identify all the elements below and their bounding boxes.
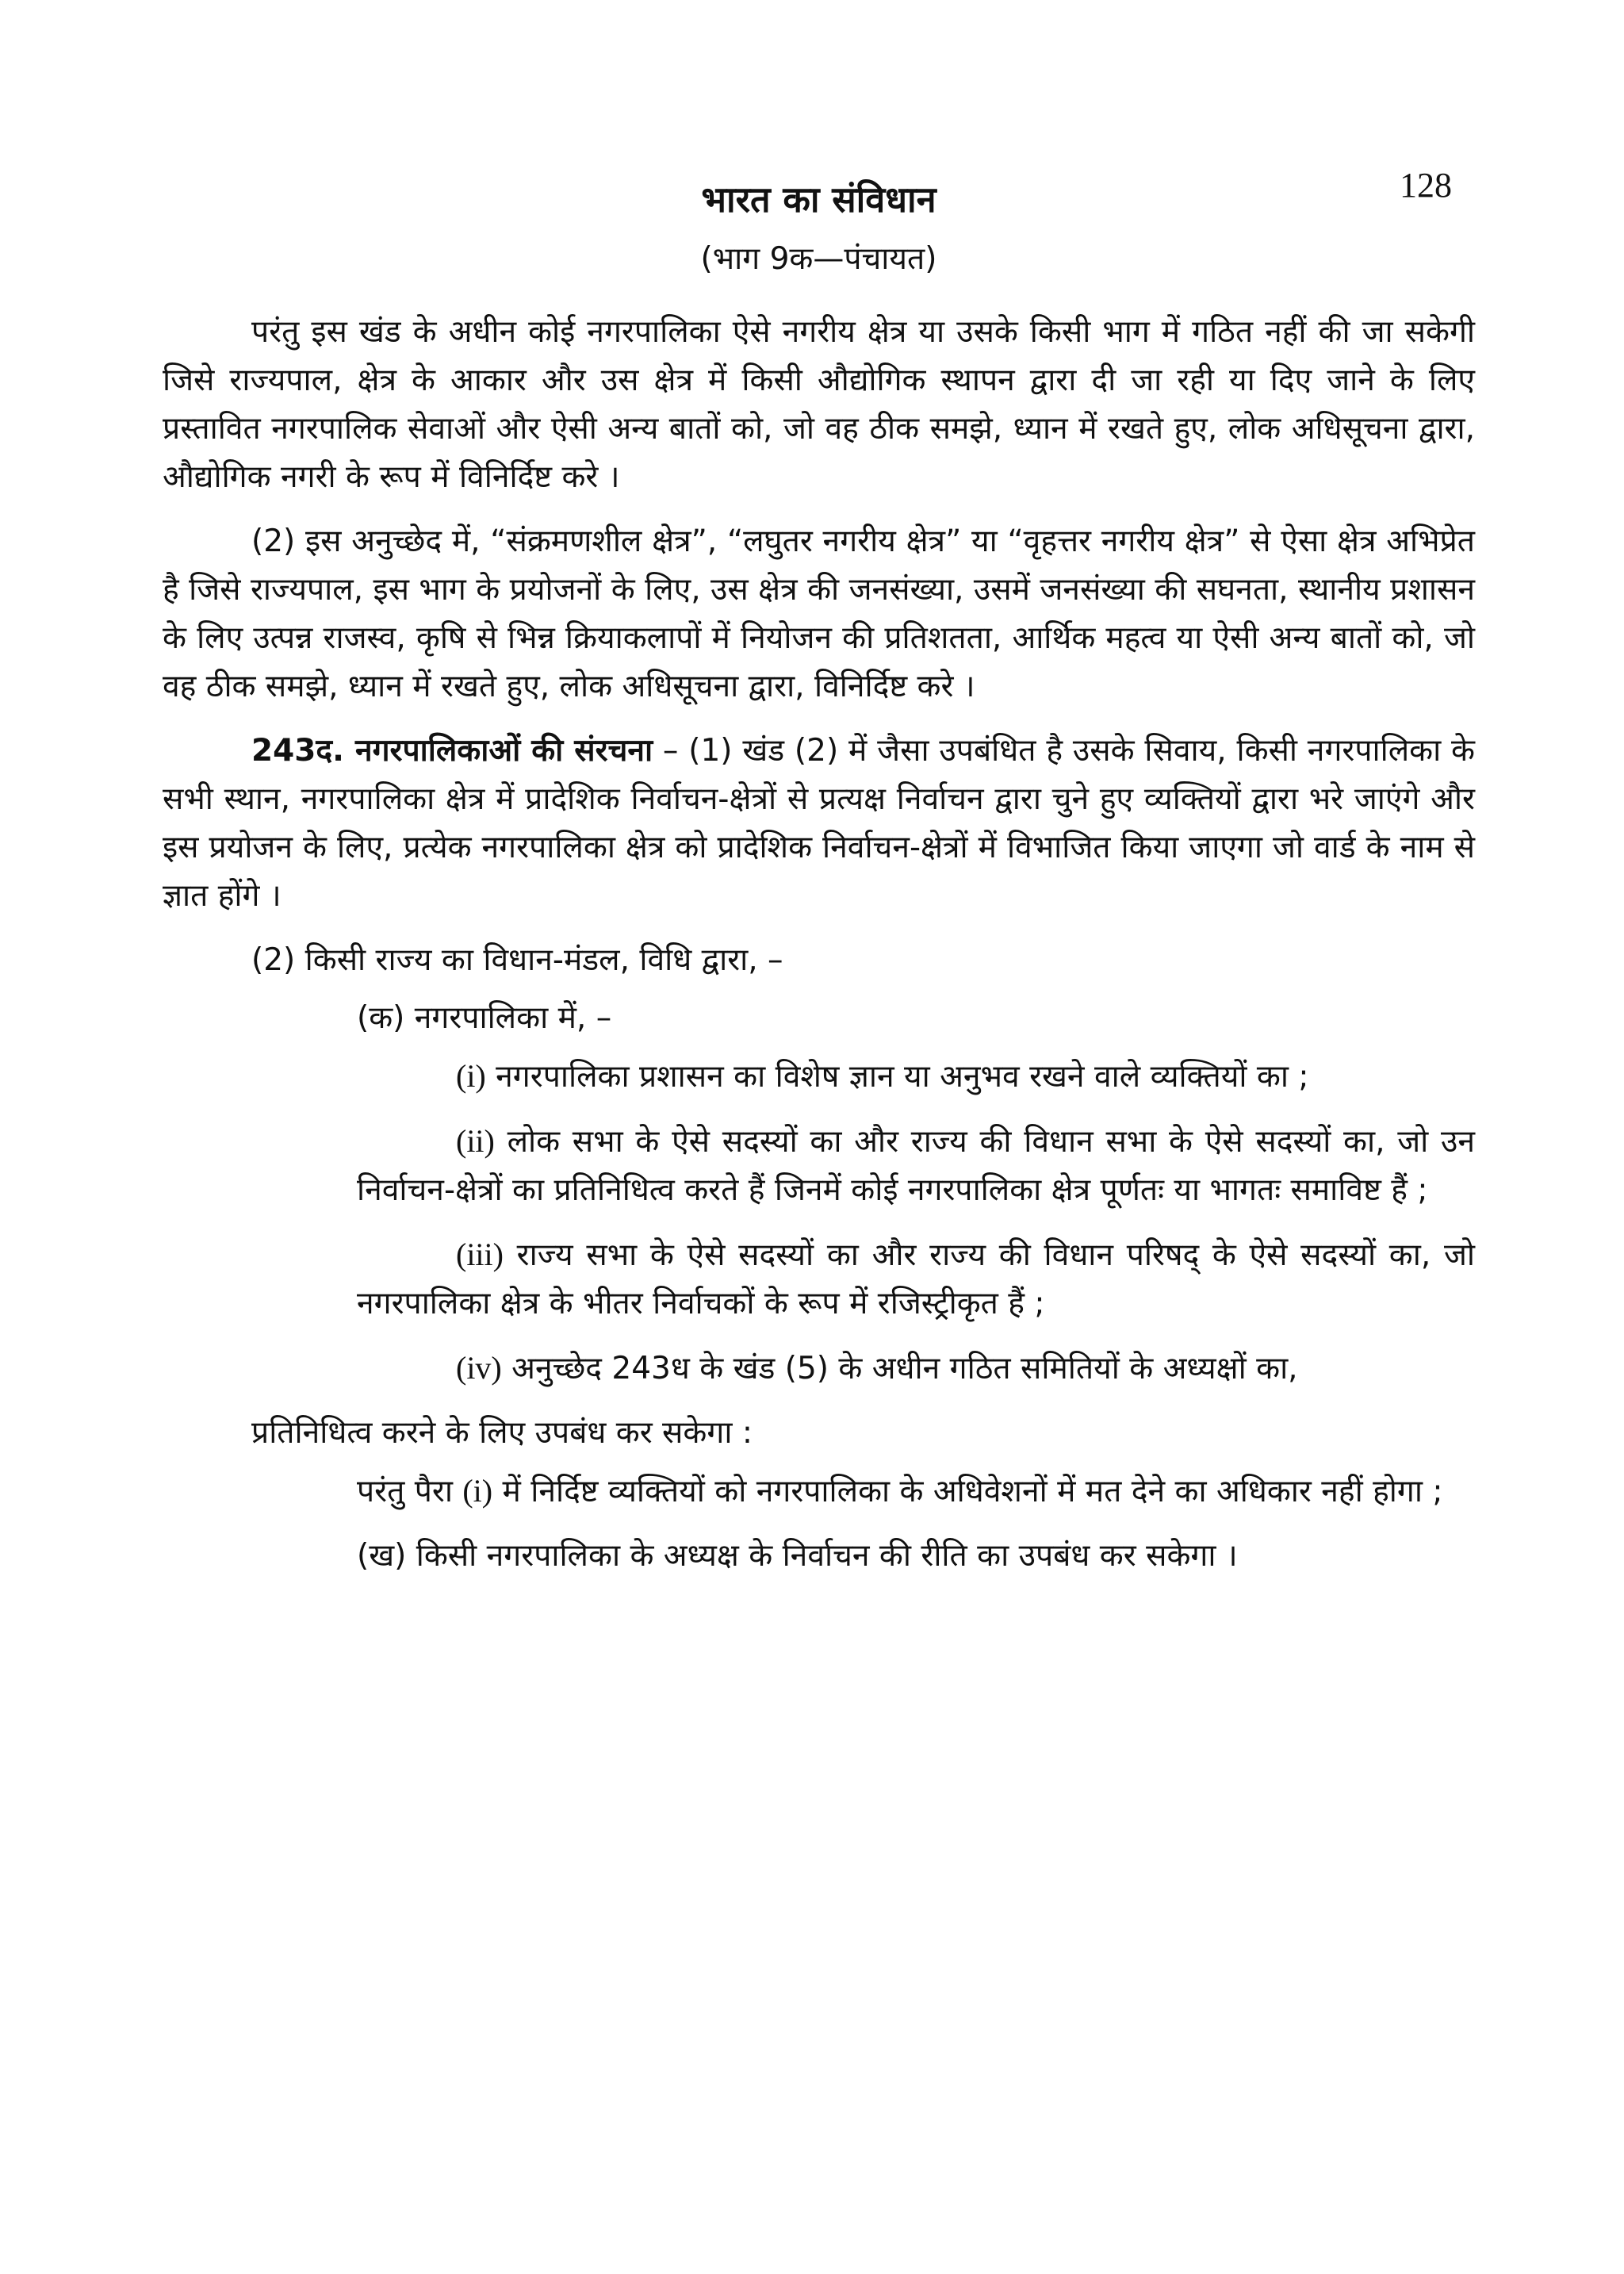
proviso-paragraph: परंतु इस खंड के अधीन कोई नगरपालिका ऐसे नगरीय क्षेत्र या उसके किसी भाग में गठित नहीं की जा सकेगी जिसे राज्यपाल, क्षेत्र के आकार और उस क्षेत्र में किसी औद्योगिक स्थापन द्वारा दी जा रही या दिए जाने के लिए प्रस्तावित नगरपालिक सेवाओं और ऐसी अन्य बातों को, जो वह ठीक समझे, ध्यान में रखते हुए, लोक अधिसूचना द्वारा, औद्योगिक नगरी के रूप में विनिर्दिष्ट करे । — [163, 314, 1475, 495]
item-iv — [163, 1344, 1475, 1393]
item-label: (ii) — [456, 1123, 495, 1159]
proviso-2-after: में निर्दिष्ट व्यक्तियों को नगरपालिका के अधिवेशनों में मत देने का अधिकार नहीं होगा ; — [492, 1474, 1443, 1509]
item-ii — [163, 1117, 1475, 1214]
sub-clause-b-paragraph: (ख) किसी नगरपालिका के अध्यक्ष के निर्वाचन की रीति का उपबंध कर सकेगा । — [357, 1538, 1238, 1574]
document-page — [163, 159, 1475, 1596]
section-text: – (1) खंड (2) में जैसा उपबंधित है उसके सिवाय, किसी नगरपालिका के सभी स्थान, नगरपालिका क्षेत्र में प्रादेशिक निर्वाचन-क्षेत्रों से प्रत्यक्ष निर्वाचन द्वारा चुने हुए व्यक्तियों द्वारा भरे जाएंगे और इस प्रयोजन के लिए, प्रत्येक नगरपालिका क्षेत्र को प्रादेशिक निर्वाचन-क्षेत्रों में विभाजित किया जाएगा जो वार्ड के नाम से ज्ञात होंगे । — [163, 733, 1475, 914]
clause-2-intro: (2) किसी राज्य का विधान-मंडल, विधि द्वारा, – — [251, 942, 783, 978]
section-heading: 243द. नगरपालिकाओं की संरचना — [251, 733, 653, 769]
item-text: लोक सभा के ऐसे सदस्यों का और राज्य की विधान सभा के ऐसे सदस्यों का, जो उन निर्वाचन-क्षेत्रों का प्रतिनिधित्व करते हैं जिनमें कोई नगरपालिका क्षेत्र पूर्णतः या भागतः समाविष्ट हैं ; — [357, 1124, 1475, 1208]
proviso-2-label: (i) — [462, 1473, 493, 1509]
item-iii — [163, 1230, 1475, 1328]
item-text: अनुच्छेद 243ध के खंड (5) के अधीन गठित समितियों के अध्यक्षों का, — [501, 1351, 1298, 1386]
document-subtitle: (भाग 9क—पंचायत) — [700, 241, 937, 277]
item-i — [163, 1052, 1475, 1101]
item-text: राज्य सभा के ऐसे सदस्यों का और राज्य की विधान परिषद् के ऐसे सदस्यों का, जो नगरपालिका क्षेत्र के भीतर निर्वाचकों के रूप में रजिस्ट्रीकृत हैं ; — [357, 1237, 1475, 1321]
item-label: (iv) — [456, 1350, 502, 1386]
proviso-2-paragraph — [163, 1467, 1475, 1516]
document-title: भारत का संविधान — [701, 178, 936, 220]
clause-2-paragraph: (2) इस अनुच्छेद में, “संक्रमणशील क्षेत्र”, “लघुतर नगरीय क्षेत्र” या “वृहत्तर नगरीय क्षेत्र” से ऐसा क्षेत्र अभिप्रेत है जिसे राज्यपाल, इस भाग के प्रयोजनों के लिए, उस क्षेत्र की जनसंख्या, उसमें जनसंख्या की सघनता, स्थानीय प्रशासन के लिए उत्पन्न राजस्व, कृषि से भिन्न क्रियाकलापों में नियोजन की प्रतिशतता, आर्थिक महत्व या ऐसी अन्य बातों को, जो वह ठीक समझे, ध्यान में रखते हुए, लोक अधिसूचना द्वारा, विनिर्दिष्ट करे । — [163, 523, 1475, 704]
item-label: (i) — [456, 1058, 486, 1094]
item-text: नगरपालिका प्रशासन का विशेष ज्ञान या अनुभव रखने वाले व्यक्तियों का ; — [485, 1059, 1309, 1095]
item-label: (iii) — [456, 1237, 504, 1272]
sub-clause-a-intro: (क) नगरपालिका में, – — [357, 1000, 612, 1036]
page-number: 128 — [1400, 166, 1452, 205]
proviso-2-before: परंतु पैरा — [357, 1474, 463, 1509]
representation-line: प्रतिनिधित्व करने के लिए उपबंध कर सकेगा : — [251, 1415, 753, 1451]
section-243r-paragraph — [163, 727, 1475, 920]
